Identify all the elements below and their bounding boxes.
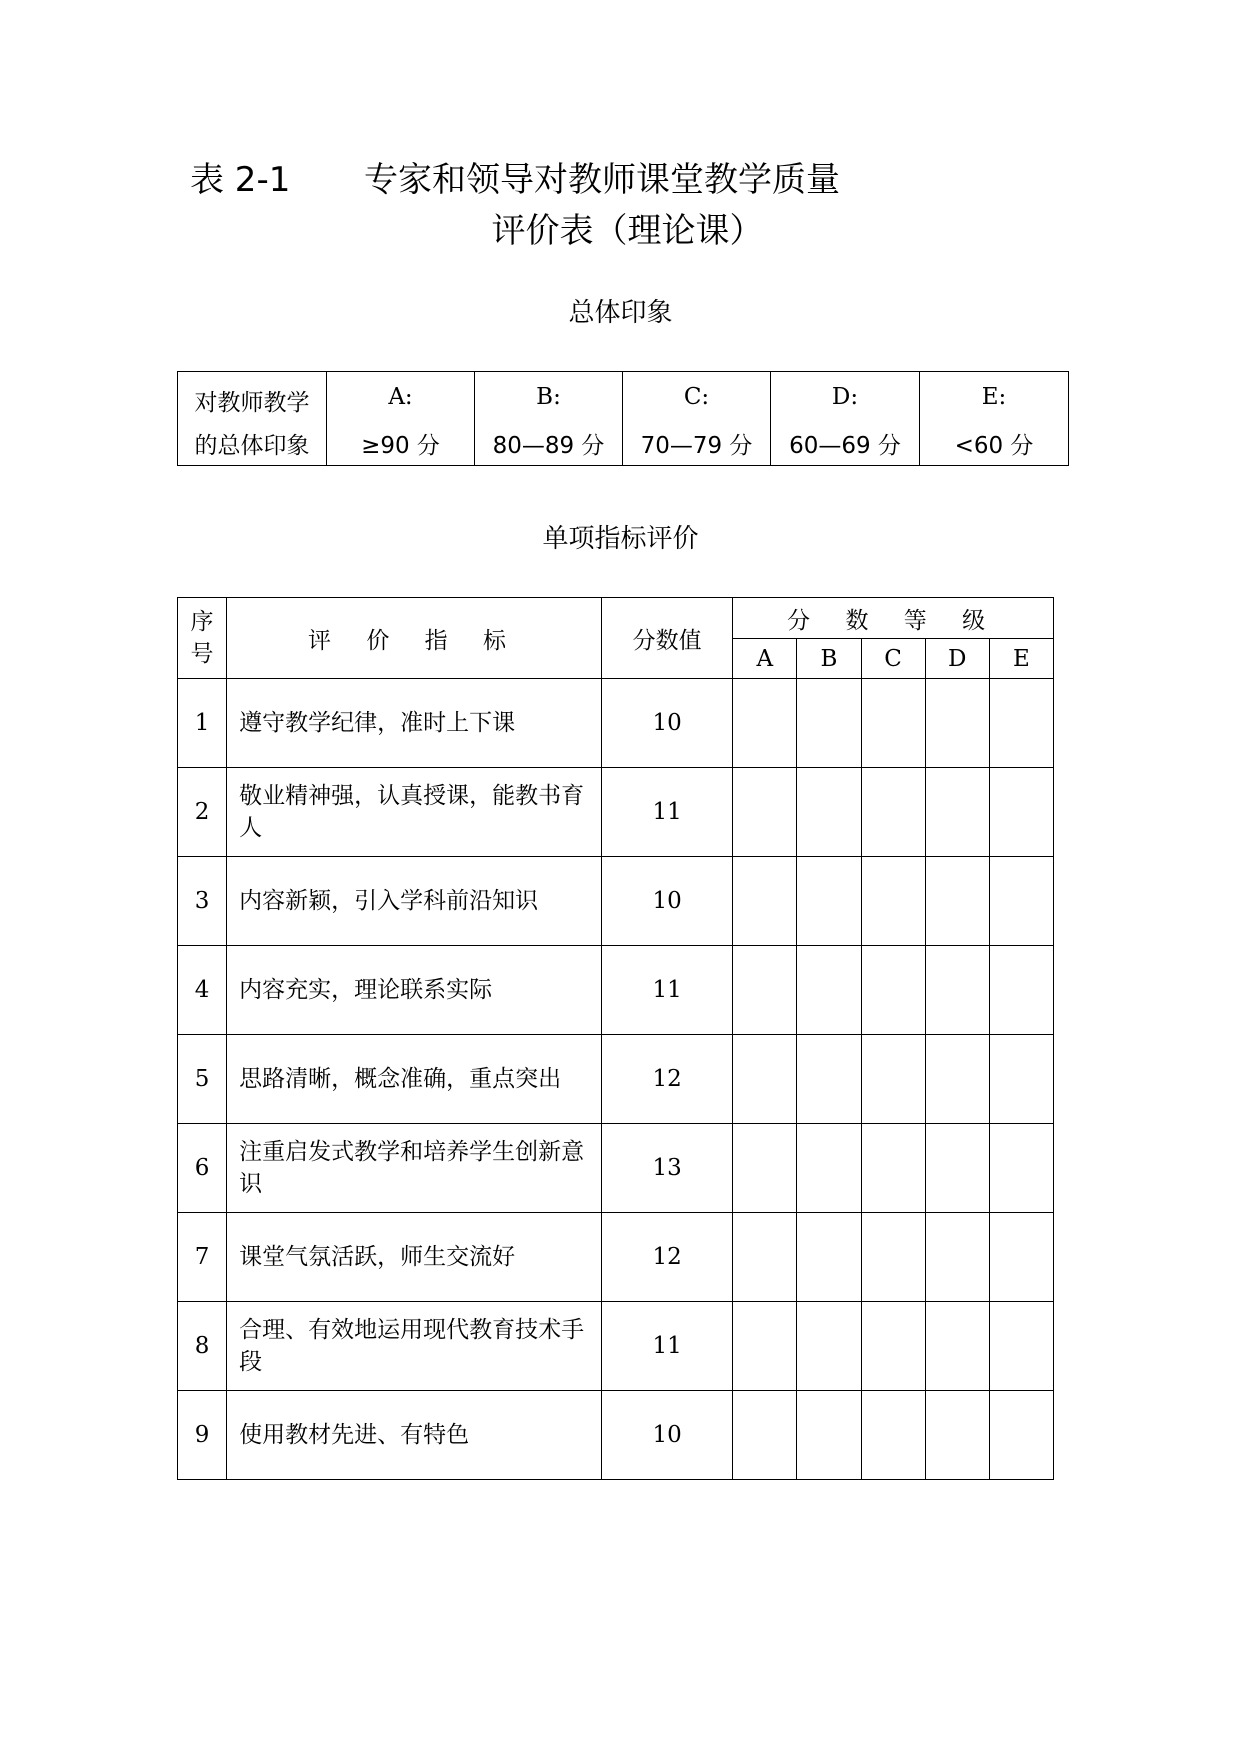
overall-row-label [178, 372, 327, 466]
grade-range: ≥90 分 [361, 432, 440, 459]
index-header-line2: 号 [190, 641, 214, 667]
grade-range: <60 分 [954, 432, 1034, 459]
grade-letter: E: [981, 383, 1007, 410]
grade-letter: A: [388, 383, 413, 410]
grade-e-checkbox-cell[interactable] [989, 1035, 1053, 1124]
grade-c-cell[interactable] [623, 372, 771, 466]
overall-label-line1: 对教师教学 [194, 389, 310, 416]
overall-label-line2: 的总体印象 [194, 432, 310, 459]
index-header [178, 598, 227, 679]
item-rows [178, 679, 1054, 1480]
grade-b-checkbox-cell[interactable] [797, 1035, 861, 1124]
grade-d-checkbox-cell[interactable] [925, 1035, 989, 1124]
table-title-line2: 评价表（理论课） [491, 211, 764, 251]
grade-b-cell[interactable] [475, 372, 623, 466]
table-row [178, 946, 1054, 1035]
table-row [178, 679, 1054, 768]
grade-e-checkbox-cell[interactable] [989, 768, 1053, 857]
table-number: 表 2-1 [190, 160, 291, 200]
grade-c-checkbox-cell[interactable] [861, 857, 925, 946]
row-index: 1 [178, 679, 227, 768]
grade-d-checkbox-cell[interactable] [925, 1391, 989, 1480]
grade-b-checkbox-cell[interactable] [797, 1391, 861, 1480]
table-row [178, 1302, 1054, 1391]
grade-range: 60—69 分 [789, 432, 901, 459]
grade-a-checkbox-cell[interactable] [733, 679, 797, 768]
grade-e-checkbox-cell[interactable] [989, 1213, 1053, 1302]
row-criterion: 内容新颖，引入学科前沿知识 [227, 857, 602, 946]
table-title-main: 专家和领导对教师课堂教学质量 [364, 160, 840, 200]
index-header-line1: 序 [190, 609, 214, 635]
row-criterion: 使用教材先进、有特色 [227, 1391, 602, 1480]
table-row [178, 768, 1054, 857]
grade-d-checkbox-cell[interactable] [925, 679, 989, 768]
table-row [178, 857, 1054, 946]
row-score: 10 [601, 679, 732, 768]
grade-b-checkbox-cell[interactable] [797, 857, 861, 946]
row-score: 10 [601, 1391, 732, 1480]
grade-letter: C: [683, 383, 710, 410]
grade-c-checkbox-cell[interactable] [861, 1302, 925, 1391]
grade-header-c: C [861, 639, 925, 679]
row-index: 7 [178, 1213, 227, 1302]
grade-a-cell[interactable] [327, 372, 475, 466]
table-row [178, 1035, 1054, 1124]
row-score: 11 [601, 946, 732, 1035]
grade-e-checkbox-cell[interactable] [989, 857, 1053, 946]
grade-d-checkbox-cell[interactable] [925, 1124, 989, 1213]
grade-a-checkbox-cell[interactable] [733, 1035, 797, 1124]
grade-c-checkbox-cell[interactable] [861, 1213, 925, 1302]
grade-a-checkbox-cell[interactable] [733, 1302, 797, 1391]
row-criterion: 思路清晰，概念准确，重点突出 [227, 1035, 602, 1124]
row-index: 9 [178, 1391, 227, 1480]
row-score: 12 [601, 1035, 732, 1124]
grade-c-checkbox-cell[interactable] [861, 946, 925, 1035]
grade-e-cell[interactable] [920, 372, 1069, 466]
grade-range: 80—89 分 [492, 432, 605, 459]
grade-b-checkbox-cell[interactable] [797, 1124, 861, 1213]
row-criterion: 遵守教学纪律，准时上下课 [227, 679, 602, 768]
grade-c-checkbox-cell[interactable] [861, 1124, 925, 1213]
grade-e-checkbox-cell[interactable] [989, 1302, 1053, 1391]
grade-b-checkbox-cell[interactable] [797, 768, 861, 857]
grade-b-checkbox-cell[interactable] [797, 946, 861, 1035]
grade-e-checkbox-cell[interactable] [989, 1391, 1053, 1480]
row-index: 5 [178, 1035, 227, 1124]
row-index: 3 [178, 857, 227, 946]
row-criterion: 敬业精神强，认真授课，能教书育人 [227, 768, 602, 857]
score-header: 分数值 [601, 598, 732, 679]
grade-d-cell[interactable] [771, 372, 920, 466]
grade-letter: B: [536, 383, 561, 410]
grade-d-checkbox-cell[interactable] [925, 768, 989, 857]
grade-c-checkbox-cell[interactable] [861, 1035, 925, 1124]
grade-group-header: 分 数 等 级 [733, 598, 1054, 639]
grade-a-checkbox-cell[interactable] [733, 1391, 797, 1480]
row-criterion: 合理、有效地运用现代教育技术手段 [227, 1302, 602, 1391]
grade-a-checkbox-cell[interactable] [733, 857, 797, 946]
grade-e-checkbox-cell[interactable] [989, 946, 1053, 1035]
row-index: 8 [178, 1302, 227, 1391]
row-score: 13 [601, 1124, 732, 1213]
overall-impression-table [177, 371, 1069, 466]
grade-b-checkbox-cell[interactable] [797, 1213, 861, 1302]
grade-header-b: B [797, 639, 861, 679]
row-criterion: 课堂气氛活跃，师生交流好 [227, 1213, 602, 1302]
grade-b-checkbox-cell[interactable] [797, 679, 861, 768]
overall-impression-heading: 总体印象 [568, 298, 673, 328]
table-title-line1 [190, 152, 840, 201]
row-index: 6 [178, 1124, 227, 1213]
grade-d-checkbox-cell[interactable] [925, 1213, 989, 1302]
item-evaluation-heading: 单项指标评价 [542, 524, 699, 554]
grade-a-checkbox-cell[interactable] [733, 768, 797, 857]
grade-c-checkbox-cell[interactable] [861, 768, 925, 857]
grade-header-d: D [925, 639, 989, 679]
grade-c-checkbox-cell[interactable] [861, 1391, 925, 1480]
grade-d-checkbox-cell[interactable] [925, 946, 989, 1035]
row-criterion: 内容充实，理论联系实际 [227, 946, 602, 1035]
grade-d-checkbox-cell[interactable] [925, 1302, 989, 1391]
table-row [178, 1213, 1054, 1302]
row-score: 11 [601, 1302, 732, 1391]
row-score: 12 [601, 1213, 732, 1302]
row-index: 4 [178, 946, 227, 1035]
grade-a-checkbox-cell[interactable] [733, 946, 797, 1035]
item-evaluation-table [177, 597, 1054, 1480]
grade-d-checkbox-cell[interactable] [925, 857, 989, 946]
grade-e-checkbox-cell[interactable] [989, 1124, 1053, 1213]
grade-range: 70—79 分 [640, 432, 753, 459]
grade-a-checkbox-cell[interactable] [733, 1124, 797, 1213]
grade-c-checkbox-cell[interactable] [861, 679, 925, 768]
row-score: 10 [601, 857, 732, 946]
row-criterion: 注重启发式教学和培养学生创新意识 [227, 1124, 602, 1213]
grade-b-checkbox-cell[interactable] [797, 1302, 861, 1391]
row-index: 2 [178, 768, 227, 857]
table-row [178, 1124, 1054, 1213]
grade-e-checkbox-cell[interactable] [989, 679, 1053, 768]
grade-letter: D: [831, 383, 859, 410]
table-row [178, 1391, 1054, 1480]
grade-header-a: A [733, 639, 797, 679]
criterion-header: 评 价 指 标 [227, 598, 602, 679]
grade-header-e: E [989, 639, 1053, 679]
grade-a-checkbox-cell[interactable] [733, 1213, 797, 1302]
row-score: 11 [601, 768, 732, 857]
